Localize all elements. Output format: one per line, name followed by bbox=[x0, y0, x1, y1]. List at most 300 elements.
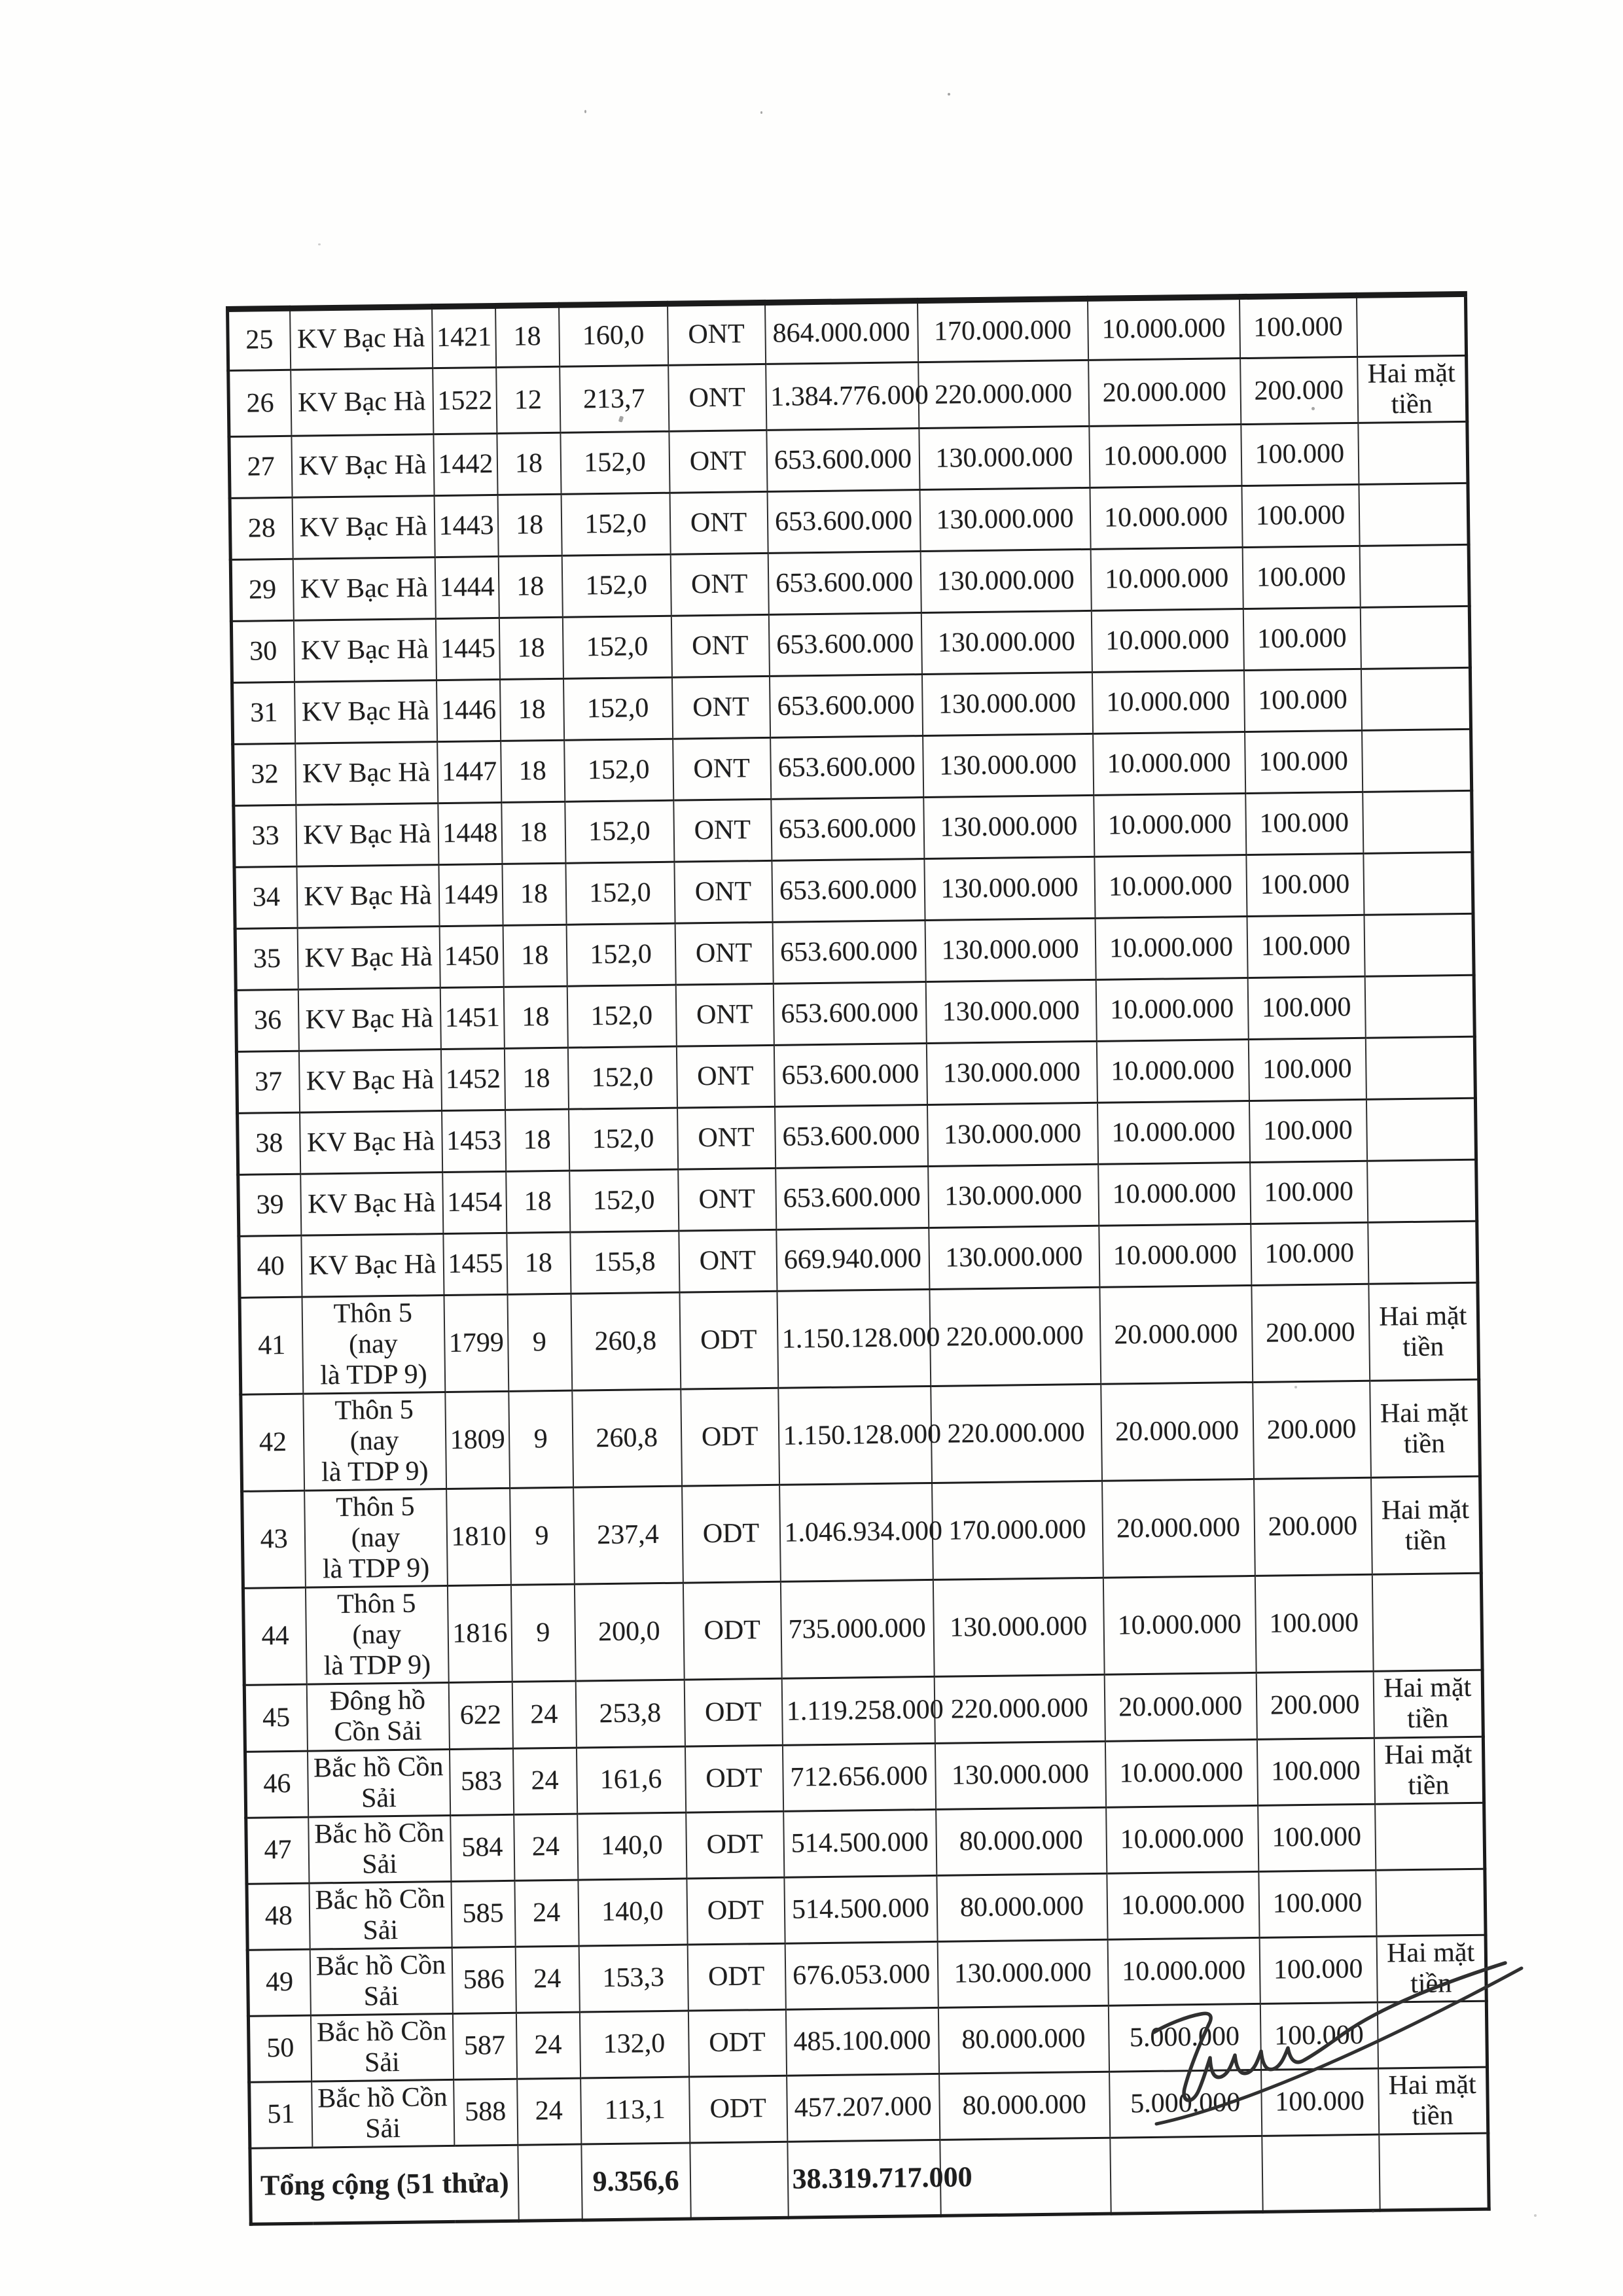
cell-value-3: 10.000.000 bbox=[1096, 978, 1248, 1042]
cell-value-1: 653.600.000 bbox=[767, 490, 920, 554]
cell-row-number: 25 bbox=[228, 308, 291, 370]
cell-value-2: 220.000.000 bbox=[918, 360, 1089, 428]
cell-value-1: 676.053.000 bbox=[785, 1941, 938, 2009]
cell-map-sheet: 24 bbox=[516, 2012, 580, 2079]
cell-location: KV Bạc Hà bbox=[291, 434, 434, 498]
total-blank-type bbox=[690, 2142, 788, 2219]
cell-note: Hai mặt tiền bbox=[1370, 1379, 1480, 1477]
cell-value-3: 10.000.000 bbox=[1095, 917, 1247, 980]
cell-value-2: 130.000.000 bbox=[933, 1578, 1104, 1677]
cell-value-1: 485.100.000 bbox=[785, 2007, 938, 2075]
cell-note bbox=[1372, 1574, 1482, 1672]
scan-speck bbox=[1372, 2210, 1374, 2213]
cell-value-2: 80.000.000 bbox=[938, 2005, 1109, 2074]
cell-value-2: 130.000.000 bbox=[921, 610, 1092, 674]
cell-note bbox=[1376, 1869, 1486, 1936]
cell-note bbox=[1364, 975, 1474, 1038]
cell-plot-number: 588 bbox=[454, 2079, 518, 2146]
cell-value-4: 100.000 bbox=[1257, 1738, 1374, 1805]
cell-area: 152,0 bbox=[567, 985, 676, 1048]
cell-row-number: 29 bbox=[230, 559, 293, 621]
cell-note: Hai mặt tiền bbox=[1357, 355, 1467, 423]
cell-land-type: ONT bbox=[678, 1168, 776, 1231]
cell-value-1: 712.656.000 bbox=[782, 1743, 935, 1811]
cell-note bbox=[1362, 729, 1472, 792]
cell-row-number: 44 bbox=[243, 1588, 306, 1686]
table-footer bbox=[250, 2133, 1489, 2224]
cell-plot-number: 1522 bbox=[433, 367, 497, 434]
cell-value-3: 5.000.000 bbox=[1108, 2004, 1260, 2072]
cell-map-sheet: 18 bbox=[507, 1232, 571, 1294]
cell-value-4: 100.000 bbox=[1241, 484, 1359, 547]
cell-area: 153,3 bbox=[579, 1945, 688, 2012]
cell-value-3: 10.000.000 bbox=[1099, 1224, 1251, 1288]
cell-value-1: 653.600.000 bbox=[773, 982, 926, 1046]
cell-location: Đông hồ Cồn Sải bbox=[306, 1683, 449, 1751]
cell-map-sheet: 24 bbox=[515, 1946, 579, 2013]
cell-land-type: ODT bbox=[681, 1388, 779, 1486]
cell-row-number: 50 bbox=[248, 2015, 311, 2082]
cell-value-4: 200.000 bbox=[1254, 1478, 1372, 1576]
cell-land-type: ONT bbox=[671, 676, 770, 739]
table-body bbox=[228, 294, 1488, 2148]
total-row bbox=[250, 2133, 1489, 2224]
cell-value-2: 220.000.000 bbox=[931, 1384, 1102, 1483]
cell-land-type: ONT bbox=[675, 983, 774, 1046]
cell-location: Bắc hồ Cồn Sải bbox=[312, 2079, 454, 2147]
cell-value-2: 80.000.000 bbox=[936, 1807, 1107, 1875]
cell-area: 160,0 bbox=[559, 304, 668, 366]
cell-location: Thôn 5 (nay là TDP 9) bbox=[303, 1392, 446, 1491]
cell-value-2: 130.000.000 bbox=[928, 1164, 1099, 1227]
cell-note bbox=[1366, 1098, 1476, 1161]
cell-location: KV Bạc Hà bbox=[298, 1050, 441, 1113]
total-value-1: 38.319.717.000 bbox=[787, 2140, 940, 2217]
total-blank-v4 bbox=[1262, 2134, 1380, 2212]
cell-value-4: 100.000 bbox=[1247, 915, 1364, 978]
cell-plot-number: 1455 bbox=[443, 1233, 507, 1295]
cell-note bbox=[1364, 913, 1474, 976]
cell-value-1: 514.500.000 bbox=[783, 1809, 936, 1877]
cell-row-number: 39 bbox=[238, 1174, 301, 1236]
cell-value-2: 130.000.000 bbox=[926, 1041, 1097, 1104]
cell-land-type: ONT bbox=[668, 302, 766, 365]
cell-location: KV Bạc Hà bbox=[298, 988, 440, 1051]
cell-land-type: ODT bbox=[688, 2009, 786, 2077]
cell-plot-number: 1445 bbox=[435, 618, 499, 680]
cell-location: Thôn 5 (nay là TDP 9) bbox=[304, 1489, 448, 1588]
cell-plot-number: 1799 bbox=[444, 1294, 508, 1392]
cell-note bbox=[1359, 544, 1469, 607]
cell-note bbox=[1365, 1036, 1475, 1099]
scan-speck bbox=[318, 243, 321, 245]
cell-area: 152,0 bbox=[567, 1046, 677, 1109]
cell-row-number: 41 bbox=[240, 1297, 303, 1394]
cell-value-1: 653.600.000 bbox=[771, 798, 924, 861]
table-row bbox=[243, 1574, 1482, 1686]
cell-land-type: ONT bbox=[669, 491, 768, 554]
cell-plot-number: 1454 bbox=[442, 1171, 507, 1233]
cell-location: KV Bạc Hà bbox=[296, 804, 438, 867]
cell-map-sheet: 24 bbox=[512, 1682, 576, 1748]
cell-plot-number: 1816 bbox=[447, 1585, 512, 1683]
scan-speck bbox=[1294, 1386, 1297, 1388]
scan-speck bbox=[1311, 407, 1315, 410]
cell-map-sheet: 18 bbox=[503, 986, 567, 1048]
cell-value-3: 10.000.000 bbox=[1090, 486, 1242, 550]
cell-map-sheet: 24 bbox=[517, 2078, 581, 2145]
cell-row-number: 28 bbox=[230, 497, 293, 559]
cell-note bbox=[1375, 1803, 1485, 1870]
cell-value-4: 100.000 bbox=[1245, 792, 1363, 855]
cell-land-type: ODT bbox=[689, 2075, 787, 2143]
cell-land-type: ODT bbox=[684, 1679, 782, 1746]
cell-row-number: 32 bbox=[233, 743, 296, 805]
cell-map-sheet: 12 bbox=[496, 366, 560, 433]
cell-note bbox=[1360, 606, 1470, 669]
cell-note: Hai mặt tiền bbox=[1378, 2067, 1488, 2134]
cell-value-3: 10.000.000 bbox=[1105, 1739, 1257, 1807]
cell-value-2: 130.000.000 bbox=[935, 1741, 1105, 1809]
cell-area: 152,0 bbox=[562, 616, 671, 679]
cell-row-number: 48 bbox=[247, 1883, 310, 1950]
cell-map-sheet: 18 bbox=[500, 679, 564, 741]
cell-value-3: 10.000.000 bbox=[1096, 1040, 1249, 1103]
cell-value-4: 100.000 bbox=[1242, 546, 1360, 609]
cell-value-2: 130.000.000 bbox=[921, 672, 1092, 735]
cell-area: 140,0 bbox=[578, 1879, 687, 1946]
cell-value-3: 20.000.000 bbox=[1104, 1673, 1257, 1741]
cell-value-4: 100.000 bbox=[1258, 1804, 1376, 1871]
cell-value-4: 100.000 bbox=[1260, 2002, 1378, 2070]
cell-map-sheet: 9 bbox=[507, 1294, 572, 1391]
cell-plot-number: 1451 bbox=[440, 987, 504, 1049]
cell-map-sheet: 18 bbox=[502, 863, 566, 925]
cell-note: Hai mặt tiền bbox=[1368, 1282, 1479, 1381]
cell-area: 213,7 bbox=[560, 365, 669, 433]
cell-value-3: 10.000.000 bbox=[1090, 548, 1243, 611]
cell-value-4: 100.000 bbox=[1249, 1099, 1366, 1162]
cell-location: KV Bạc Hà bbox=[293, 619, 436, 682]
cell-land-type: ONT bbox=[669, 430, 767, 493]
cell-location: KV Bạc Hà bbox=[291, 368, 433, 436]
cell-area: 152,0 bbox=[561, 493, 670, 556]
cell-value-3: 10.000.000 bbox=[1094, 794, 1246, 857]
cell-value-2: 80.000.000 bbox=[936, 1873, 1107, 1941]
cell-row-number: 34 bbox=[234, 866, 297, 928]
cell-plot-number: 585 bbox=[451, 1881, 515, 1947]
cell-area: 260,8 bbox=[571, 1292, 681, 1390]
cell-map-sheet: 9 bbox=[510, 1584, 575, 1682]
cell-land-type: ONT bbox=[675, 922, 773, 985]
cell-land-type: ODT bbox=[687, 1943, 785, 2011]
cell-row-number: 49 bbox=[247, 1949, 310, 2016]
cell-land-type: ONT bbox=[676, 1045, 774, 1108]
cell-value-1: 653.600.000 bbox=[772, 921, 925, 984]
cell-value-2: 130.000.000 bbox=[929, 1226, 1099, 1289]
cell-plot-number: 1446 bbox=[437, 679, 501, 741]
cell-plot-number: 1810 bbox=[446, 1489, 511, 1586]
cell-land-type: ODT bbox=[679, 1291, 778, 1389]
cell-value-4: 100.000 bbox=[1251, 1222, 1368, 1285]
cell-area: 253,8 bbox=[575, 1680, 685, 1748]
cell-plot-number: 1443 bbox=[434, 495, 498, 557]
cell-row-number: 46 bbox=[245, 1751, 308, 1818]
cell-row-number: 37 bbox=[236, 1051, 299, 1113]
cell-value-2: 220.000.000 bbox=[934, 1675, 1105, 1743]
cell-location: KV Bạc Hà bbox=[301, 1234, 444, 1298]
cell-land-type: ONT bbox=[673, 737, 771, 800]
cell-area: 132,0 bbox=[579, 2011, 688, 2078]
cell-value-1: 653.600.000 bbox=[775, 1105, 928, 1169]
cell-area: 152,0 bbox=[562, 554, 671, 617]
cell-value-2: 130.000.000 bbox=[923, 733, 1094, 797]
cell-land-type: ONT bbox=[668, 364, 766, 431]
cell-value-1: 653.600.000 bbox=[772, 859, 925, 923]
cell-note bbox=[1359, 483, 1469, 546]
cell-value-1: 1.150.128.000 bbox=[777, 1290, 931, 1388]
cell-value-2: 130.000.000 bbox=[925, 918, 1096, 981]
total-label: Tổng cộng (51 thửa) bbox=[250, 2145, 518, 2224]
cell-value-3: 10.000.000 bbox=[1087, 297, 1240, 361]
cell-land-type: ODT bbox=[687, 1877, 785, 1945]
cell-value-2: 170.000.000 bbox=[917, 298, 1088, 362]
cell-value-3: 10.000.000 bbox=[1107, 1937, 1260, 2005]
cell-row-number: 40 bbox=[239, 1235, 302, 1298]
cell-area: 140,0 bbox=[577, 1812, 687, 1880]
cell-note bbox=[1361, 667, 1471, 730]
cell-area: 200,0 bbox=[574, 1583, 684, 1681]
table-row bbox=[241, 1379, 1480, 1491]
cell-plot-number: 1452 bbox=[440, 1048, 505, 1110]
cell-location: KV Bạc Hà bbox=[292, 496, 435, 559]
cell-location: KV Bạc Hà bbox=[295, 742, 438, 805]
cell-row-number: 30 bbox=[231, 620, 294, 682]
cell-value-2: 170.000.000 bbox=[932, 1481, 1103, 1580]
cell-location: Thôn 5 (nay là TDP 9) bbox=[305, 1586, 448, 1685]
cell-value-1: 653.600.000 bbox=[768, 613, 921, 677]
cell-area: 161,6 bbox=[576, 1746, 685, 1814]
cell-land-type: ODT bbox=[685, 1745, 783, 1812]
cell-area: 260,8 bbox=[572, 1389, 682, 1487]
cell-value-4: 100.000 bbox=[1255, 1575, 1373, 1673]
cell-value-4: 200.000 bbox=[1256, 1672, 1374, 1739]
cell-value-2: 130.000.000 bbox=[925, 980, 1096, 1043]
cell-note bbox=[1356, 294, 1466, 357]
cell-area: 152,0 bbox=[560, 431, 669, 494]
cell-value-1: 669.940.000 bbox=[776, 1228, 929, 1292]
cell-value-4: 100.000 bbox=[1248, 1038, 1366, 1101]
cell-value-3: 10.000.000 bbox=[1092, 671, 1244, 734]
cell-map-sheet: 18 bbox=[503, 925, 567, 987]
cell-value-2: 130.000.000 bbox=[924, 857, 1095, 920]
cell-map-sheet: 9 bbox=[508, 1390, 573, 1488]
cell-value-4: 100.000 bbox=[1250, 1161, 1368, 1224]
cell-area: 152,0 bbox=[564, 739, 673, 802]
cell-area: 237,4 bbox=[573, 1486, 683, 1584]
cell-land-type: ONT bbox=[677, 1106, 776, 1169]
cell-location: Bắc hồ Cồn Sải bbox=[310, 1947, 452, 2015]
cell-value-2: 130.000.000 bbox=[920, 549, 1091, 612]
cell-value-4: 100.000 bbox=[1258, 1870, 1376, 1937]
cell-value-3: 10.000.000 bbox=[1093, 732, 1245, 796]
cell-map-sheet: 18 bbox=[497, 433, 561, 495]
cell-value-2: 130.000.000 bbox=[919, 426, 1090, 489]
cell-area: 152,0 bbox=[569, 1108, 678, 1171]
cell-map-sheet: 24 bbox=[514, 1880, 579, 1947]
cell-value-1: 1.119.258.000 bbox=[781, 1677, 935, 1745]
cell-land-type: ONT bbox=[674, 860, 772, 923]
cell-location: KV Bạc Hà bbox=[296, 865, 439, 928]
cell-value-1: 514.500.000 bbox=[784, 1875, 937, 1943]
cell-value-1: 457.207.000 bbox=[787, 2074, 940, 2142]
cell-note: Hai mặt tiền bbox=[1374, 1737, 1484, 1804]
cell-value-4: 100.000 bbox=[1261, 2068, 1379, 2136]
cell-location: KV Bạc Hà bbox=[294, 680, 437, 744]
cell-value-2: 130.000.000 bbox=[919, 487, 1090, 551]
cell-row-number: 38 bbox=[238, 1112, 300, 1174]
cell-plot-number: 584 bbox=[450, 1814, 514, 1881]
cell-value-2: 130.000.000 bbox=[937, 1939, 1108, 2007]
cell-map-sheet: 18 bbox=[505, 1109, 569, 1171]
cell-value-3: 20.000.000 bbox=[1099, 1286, 1253, 1385]
cell-value-1: 653.600.000 bbox=[776, 1167, 929, 1230]
cell-land-type: ONT bbox=[670, 553, 768, 616]
cell-value-4: 100.000 bbox=[1241, 423, 1359, 486]
table-row bbox=[240, 1282, 1479, 1394]
cell-value-4: 100.000 bbox=[1246, 853, 1364, 916]
cell-value-4: 100.000 bbox=[1243, 669, 1361, 732]
scan-speck bbox=[584, 110, 586, 113]
total-blank-v3 bbox=[1110, 2136, 1262, 2214]
cell-value-3: 20.000.000 bbox=[1101, 1383, 1254, 1481]
cell-location: KV Bạc Hà bbox=[300, 1111, 442, 1174]
cell-map-sheet: 24 bbox=[512, 1748, 577, 1814]
cell-value-2: 80.000.000 bbox=[939, 2072, 1110, 2140]
cell-row-number: 31 bbox=[232, 682, 295, 744]
scan-speck bbox=[760, 111, 762, 114]
cell-land-type: ONT bbox=[673, 799, 772, 862]
scan-speck bbox=[1534, 2214, 1537, 2217]
cell-row-number: 26 bbox=[228, 370, 291, 436]
cell-note bbox=[1358, 421, 1468, 484]
land-price-table-wrap bbox=[226, 291, 1491, 2226]
cell-value-3: 10.000.000 bbox=[1103, 1576, 1256, 1675]
cell-map-sheet: 18 bbox=[501, 802, 565, 864]
cell-location: Bắc hồ Cồn Sải bbox=[308, 1815, 451, 1883]
cell-plot-number: 583 bbox=[449, 1748, 513, 1815]
cell-note bbox=[1363, 852, 1473, 915]
cell-plot-number: 1449 bbox=[438, 864, 503, 926]
cell-map-sheet: 18 bbox=[506, 1171, 570, 1233]
cell-plot-number: 1444 bbox=[435, 557, 499, 619]
cell-value-1: 653.600.000 bbox=[766, 429, 919, 492]
cell-value-1: 1.384.776.000 bbox=[766, 362, 919, 431]
cell-note: Hai mặt tiền bbox=[1371, 1476, 1482, 1574]
cell-area: 152,0 bbox=[569, 1169, 679, 1232]
cell-value-4: 100.000 bbox=[1243, 607, 1361, 670]
scan-speck bbox=[948, 93, 950, 96]
cell-value-1: 653.600.000 bbox=[774, 1044, 927, 1107]
cell-row-number: 35 bbox=[235, 928, 298, 990]
cell-plot-number: 1421 bbox=[432, 306, 496, 368]
cell-row-number: 27 bbox=[229, 436, 292, 498]
cell-location: Bắc hồ Cồn Sải bbox=[307, 1749, 450, 1817]
cell-location: KV Bạc Hà bbox=[293, 557, 435, 621]
cell-value-3: 10.000.000 bbox=[1107, 1871, 1259, 1939]
cell-value-4: 200.000 bbox=[1251, 1284, 1370, 1382]
cell-land-type: ONT bbox=[671, 614, 769, 677]
cell-location: KV Bạc Hà bbox=[297, 927, 440, 990]
cell-note: Hai mặt tiền bbox=[1373, 1670, 1483, 1738]
cell-row-number: 47 bbox=[246, 1817, 309, 1884]
cell-value-1: 864.000.000 bbox=[764, 301, 918, 364]
cell-note: Hai mặt tiền bbox=[1376, 1935, 1486, 2002]
total-area: 9.356,6 bbox=[581, 2143, 690, 2220]
cell-value-3: 10.000.000 bbox=[1098, 1163, 1251, 1226]
cell-plot-number: 586 bbox=[452, 1947, 516, 2013]
cell-value-3: 10.000.000 bbox=[1089, 425, 1241, 488]
cell-value-4: 200.000 bbox=[1240, 357, 1358, 424]
cell-land-type: ONT bbox=[679, 1229, 777, 1292]
cell-value-3: 5.000.000 bbox=[1109, 2070, 1262, 2138]
cell-area: 152,0 bbox=[563, 677, 672, 740]
cell-map-sheet: 18 bbox=[501, 740, 565, 802]
cell-row-number: 33 bbox=[234, 805, 296, 867]
cell-value-1: 735.000.000 bbox=[780, 1580, 934, 1679]
cell-plot-number: 1442 bbox=[433, 434, 497, 496]
cell-land-type: ODT bbox=[686, 1811, 784, 1879]
cell-value-4: 100.000 bbox=[1239, 295, 1357, 358]
cell-land-type: ODT bbox=[682, 1485, 781, 1583]
cell-note bbox=[1368, 1221, 1478, 1284]
cell-note bbox=[1367, 1159, 1477, 1222]
cell-value-1: 653.600.000 bbox=[770, 736, 923, 800]
cell-value-3: 10.000.000 bbox=[1094, 855, 1247, 919]
cell-plot-number: 1448 bbox=[438, 802, 502, 864]
cell-value-1: 1.046.934.000 bbox=[779, 1483, 933, 1582]
cell-area: 113,1 bbox=[580, 2077, 690, 2144]
table-row bbox=[242, 1476, 1482, 1588]
land-price-table bbox=[226, 291, 1491, 2226]
cell-location: KV Bạc Hà bbox=[300, 1173, 443, 1236]
cell-value-3: 10.000.000 bbox=[1097, 1101, 1249, 1165]
cell-map-sheet: 9 bbox=[510, 1487, 575, 1585]
cell-row-number: 43 bbox=[242, 1491, 306, 1588]
cell-note bbox=[1363, 790, 1472, 853]
cell-plot-number: 1447 bbox=[437, 741, 501, 803]
cell-area: 152,0 bbox=[566, 923, 675, 986]
cell-value-2: 130.000.000 bbox=[923, 795, 1094, 858]
cell-land-type: ODT bbox=[683, 1582, 781, 1680]
cell-plot-number: 1450 bbox=[439, 925, 503, 987]
cell-plot-number: 587 bbox=[452, 2013, 516, 2079]
cell-plot-number: 1453 bbox=[442, 1110, 506, 1172]
cell-map-sheet: 18 bbox=[504, 1048, 568, 1110]
cell-area: 152,0 bbox=[565, 862, 675, 925]
cell-value-3: 10.000.000 bbox=[1106, 1805, 1258, 1873]
cell-map-sheet: 18 bbox=[499, 617, 563, 679]
cell-value-3: 10.000.000 bbox=[1091, 609, 1243, 673]
cell-value-1: 653.600.000 bbox=[768, 552, 921, 615]
signature-stroke-underline bbox=[1156, 1968, 1522, 2124]
cell-area: 152,0 bbox=[565, 800, 674, 863]
cell-plot-number: 622 bbox=[448, 1682, 512, 1749]
cell-location: KV Bạc Hà bbox=[290, 307, 433, 370]
cell-value-4: 100.000 bbox=[1245, 730, 1363, 793]
signature-stroke-main bbox=[1154, 1963, 1505, 2100]
cell-map-sheet: 18 bbox=[497, 494, 562, 556]
